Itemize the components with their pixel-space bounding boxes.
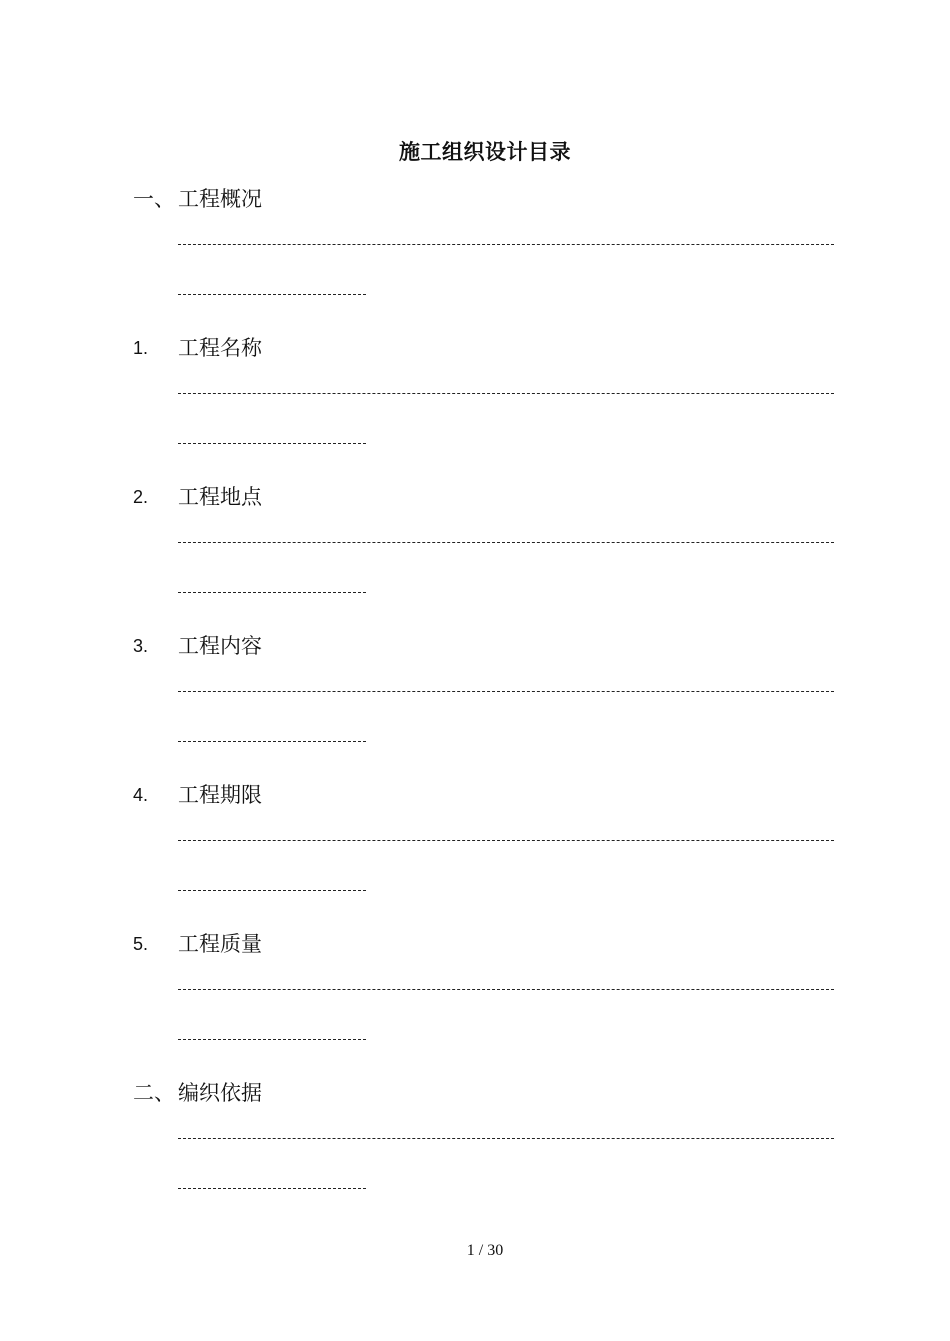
toc-entry-number: 1. (133, 338, 149, 358)
toc-entry[interactable] (0, 183, 950, 332)
toc-entry-label: 工程概况 (178, 187, 262, 211)
toc-entry-number: 3. (133, 636, 149, 656)
toc-leader-line (178, 592, 366, 593)
toc-leader-line (178, 1138, 834, 1139)
toc-entry-number: 5. (133, 934, 149, 954)
toc-entry-label: 工程期限 (178, 783, 262, 807)
toc-leader-line (178, 294, 366, 295)
table-of-contents (0, 183, 950, 1226)
toc-entry-label: 编织依据 (178, 1081, 262, 1105)
toc-entry-number: 2. (133, 487, 149, 507)
toc-leader-line (178, 1039, 366, 1040)
toc-entry[interactable] (0, 481, 950, 630)
toc-leader-line (178, 741, 366, 742)
toc-entry-label: 工程质量 (178, 932, 262, 956)
toc-entry-number: 一、 (133, 187, 175, 211)
toc-leader-line (178, 542, 834, 543)
toc-entry-label: 工程地点 (178, 485, 262, 509)
toc-leader-line (178, 691, 834, 692)
toc-leader-line (178, 443, 366, 444)
toc-leader-line (178, 989, 834, 990)
toc-leader-line (178, 890, 366, 891)
toc-entry[interactable] (0, 779, 950, 928)
page-number: 1 / 30 (466, 1242, 504, 1259)
toc-entry-number: 二、 (133, 1081, 175, 1105)
toc-leader-line (178, 1188, 366, 1189)
toc-leader-line (178, 393, 834, 394)
toc-entry-label: 工程名称 (178, 336, 262, 360)
toc-entry[interactable] (0, 630, 950, 779)
toc-entry[interactable] (0, 332, 950, 481)
page-title: 施工组织设计目录 (399, 140, 571, 164)
toc-entry-number: 4. (133, 785, 149, 805)
toc-entry[interactable] (0, 1077, 950, 1226)
toc-leader-line (178, 244, 834, 245)
toc-leader-line (178, 840, 834, 841)
toc-entry-label: 工程内容 (178, 634, 262, 658)
toc-entry[interactable] (0, 928, 950, 1077)
